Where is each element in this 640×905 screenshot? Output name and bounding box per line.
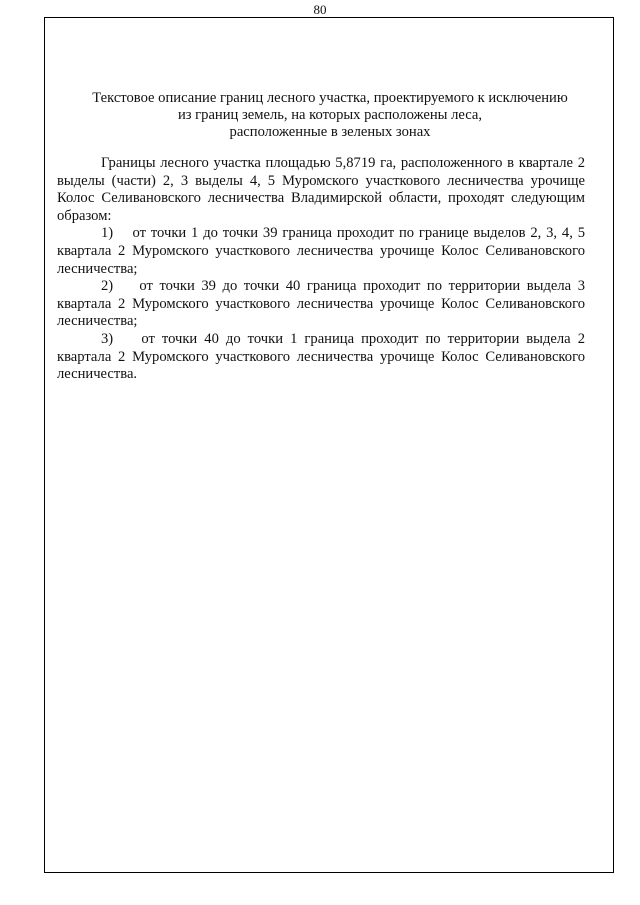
list-item-number: 1) (101, 225, 114, 242)
document-body (57, 155, 585, 384)
list-item (57, 331, 585, 384)
list-item-number: 3) (101, 330, 114, 347)
page-frame (44, 17, 614, 873)
document-title (45, 90, 615, 141)
list-item-text: от точки 39 до точки 40 граница проходит по территории выдела 3 квартала 2 Муромского участкового лесничества урочище Колос Селивановского лесничества; (57, 278, 586, 330)
list-item (57, 225, 585, 278)
page-number: 80 (313, 2, 327, 17)
title-line-3: расположенные в зеленых зонах (229, 124, 431, 140)
title-line-2: из границ земель, на которых расположены леса, (177, 107, 483, 123)
intro-paragraph: Границы лесного участка площадью 5,8719 га, расположенного в квартале 2 выделы (части) 2, 3 выделы 4, 5 Муромского участкового лесничества урочище Колос Селивановского лесничества Владимирской области, проходят следующим образом: (57, 155, 585, 224)
list-item (57, 278, 585, 331)
title-line-1: Текстовое описание границ лесного участка, проектируемого к исключению (92, 90, 568, 106)
list-item-text: от точки 1 до точки 39 граница проходит по границе выделов 2, 3, 4, 5 квартала 2 Муромского участкового лесничества урочище Колос Селивановского лесничества; (57, 225, 586, 277)
list-item-text: от точки 40 до точки 1 граница проходит по территории выдела 2 квартала 2 Муромского участкового лесничества урочище Колос Селивановского лесничества. (57, 330, 585, 383)
list-item-number: 2) (101, 278, 114, 295)
